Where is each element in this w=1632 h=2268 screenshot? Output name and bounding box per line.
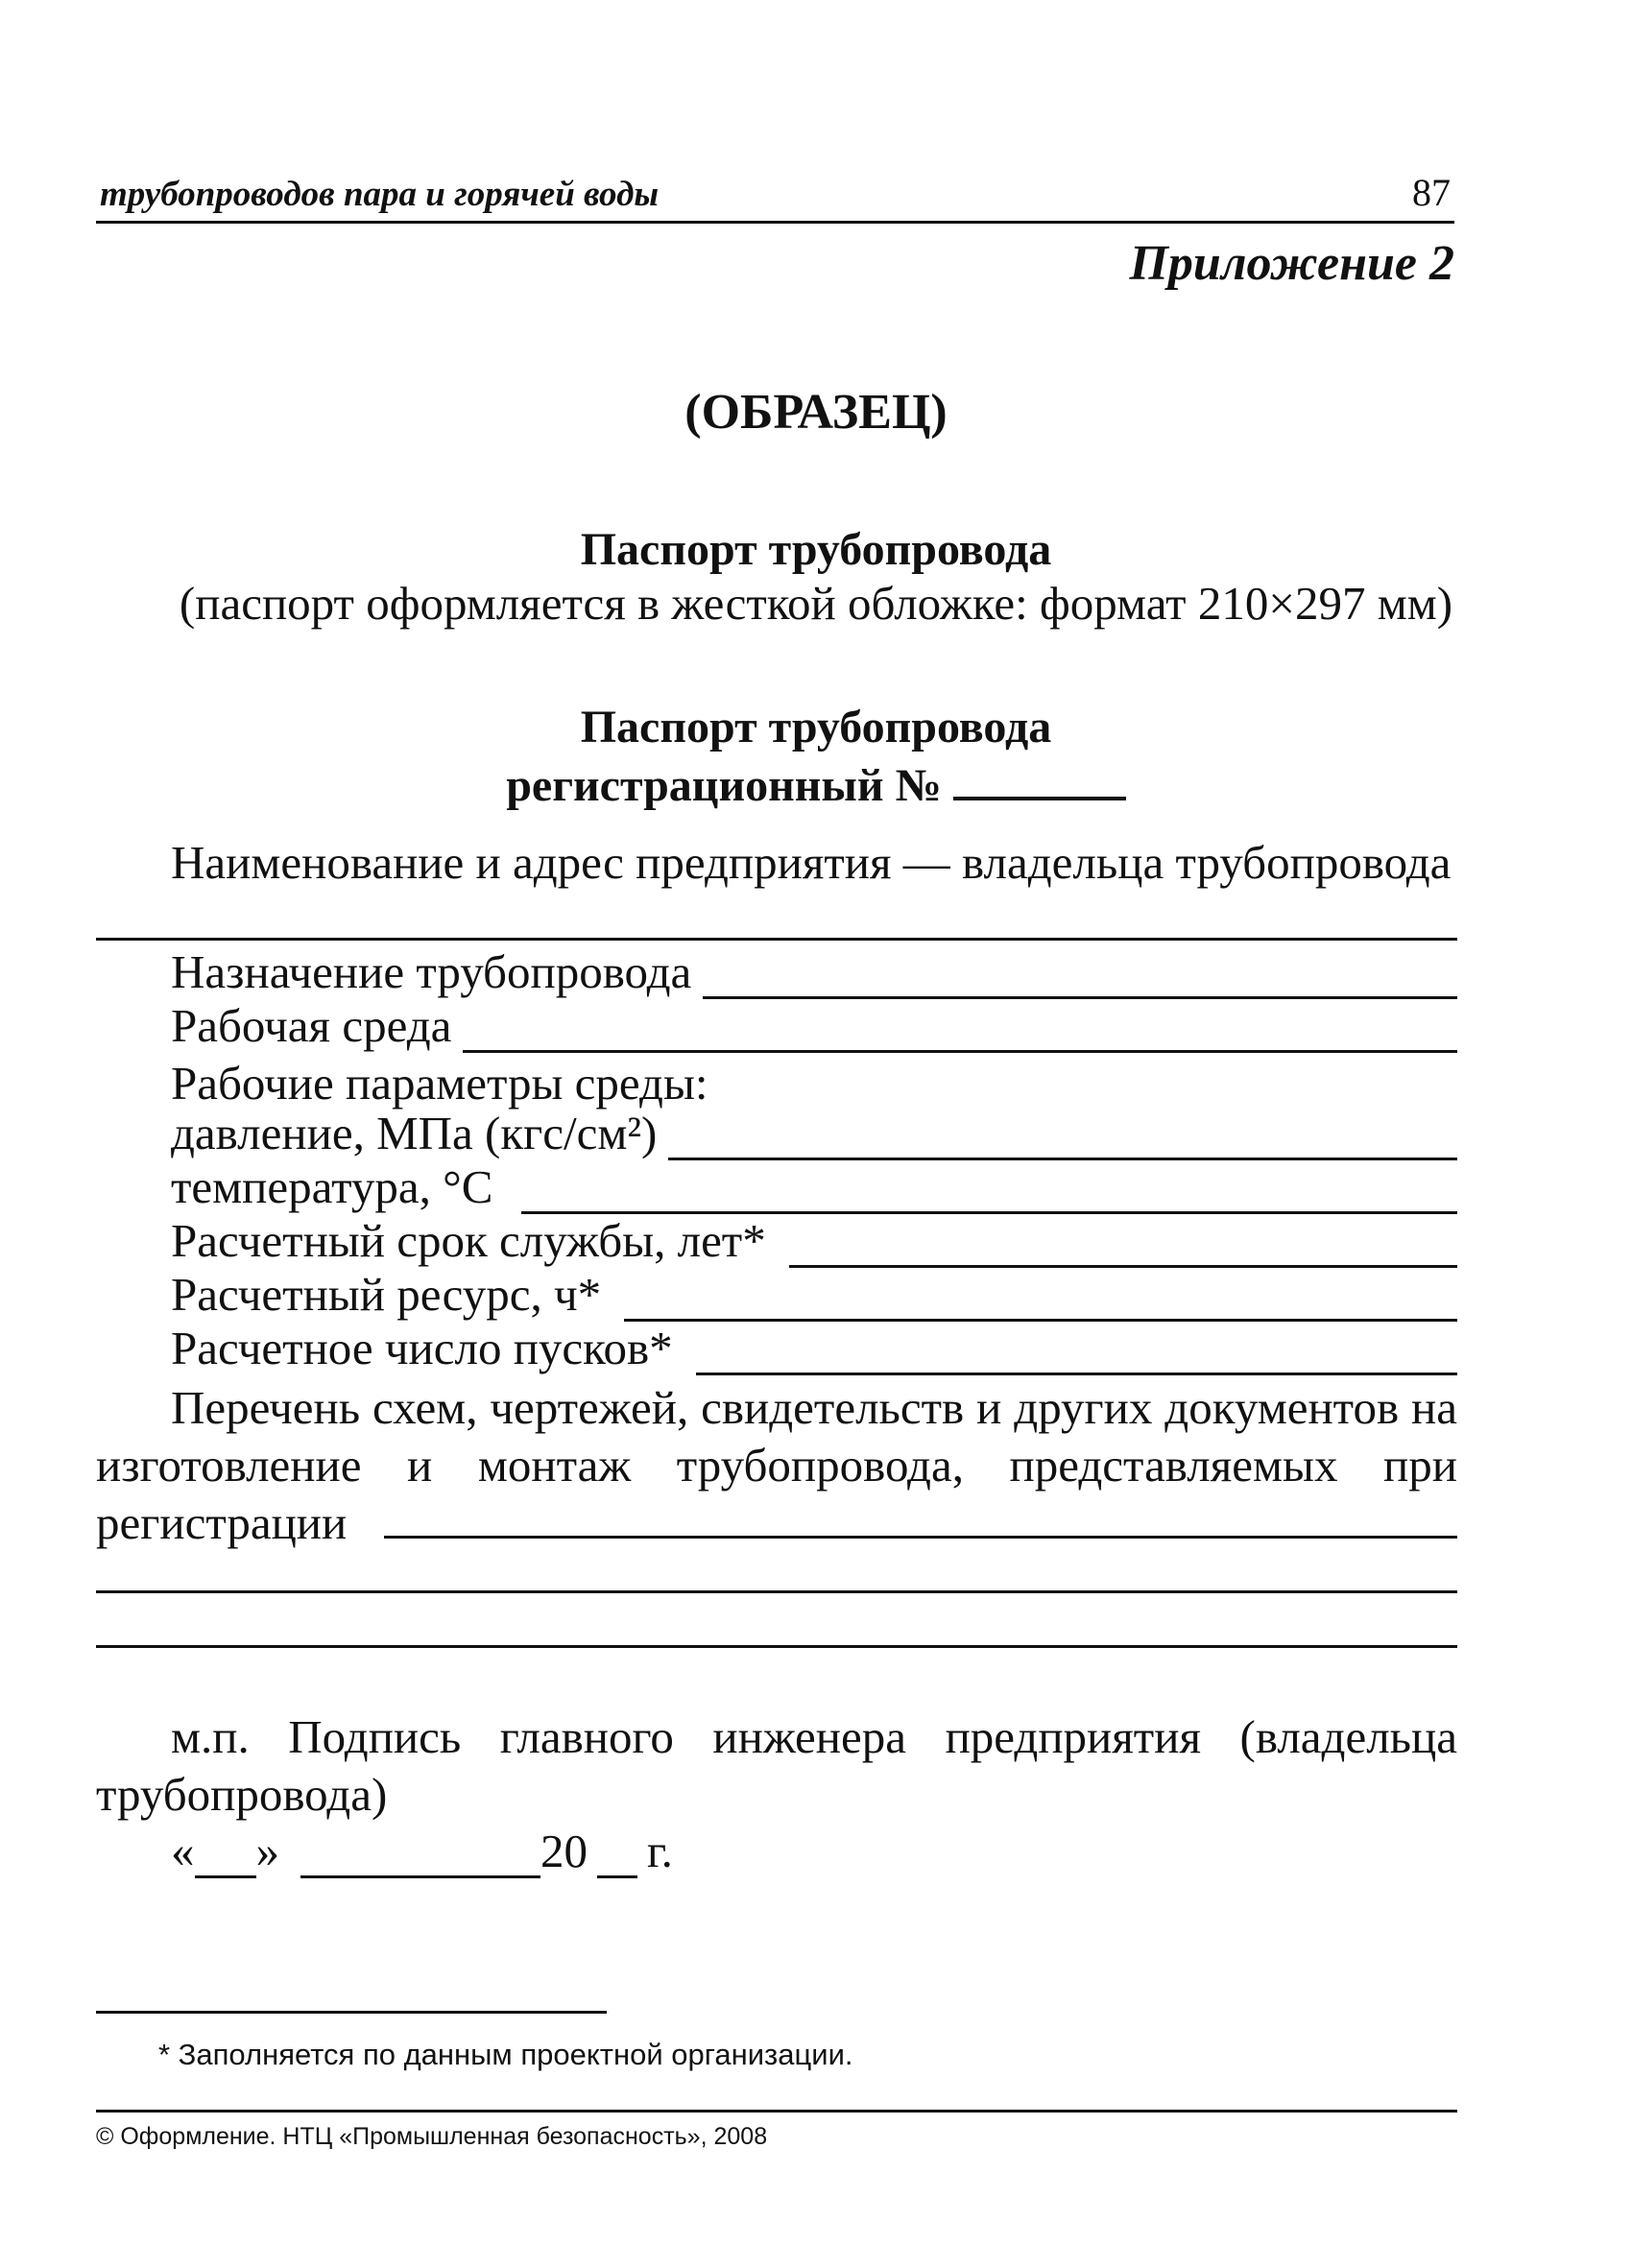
resource-blank[interactable] xyxy=(624,1278,1457,1322)
purpose-blank[interactable] xyxy=(703,956,1457,999)
date-close-quote: » xyxy=(255,1825,279,1877)
documents-blank-1[interactable] xyxy=(384,1536,1457,1539)
signature-paragraph: м.п. Подпись главного инженера предприятия (владельца трубопровода) xyxy=(96,1710,1457,1821)
footnote: * Заполняется по данным проектной организации. xyxy=(158,2038,853,2071)
registration-line xyxy=(0,758,1632,812)
temperature-field xyxy=(171,1160,1457,1214)
footnote-separator xyxy=(96,2011,607,2014)
page-number: 87 xyxy=(1412,171,1451,214)
service-life-blank[interactable] xyxy=(789,1225,1457,1268)
appendix-label: Приложение 2 xyxy=(1129,236,1454,291)
service-life-label: Расчетный срок службы, лет* xyxy=(171,1214,766,1267)
running-header xyxy=(96,163,1454,224)
cover-title: Паспорт трубопровода xyxy=(580,524,1052,575)
owner-blank-line[interactable] xyxy=(96,938,1457,941)
year-suffix: г. xyxy=(647,1825,673,1877)
documents-blank-3[interactable] xyxy=(96,1645,1457,1648)
registration-number-blank[interactable] xyxy=(953,758,1126,800)
pressure-field xyxy=(171,1107,1457,1160)
date-line xyxy=(171,1824,673,1878)
temperature-label: температура, °С xyxy=(171,1160,493,1213)
owner-label: Наименование и адрес предприятия — владельца трубопровода xyxy=(171,836,1452,889)
sample-heading: (ОБРАЗЕЦ) xyxy=(684,385,948,440)
year-prefix: 20 xyxy=(540,1825,588,1877)
temperature-blank[interactable] xyxy=(521,1171,1457,1214)
starts-label: Расчетное число пусков* xyxy=(171,1322,673,1374)
copyright-notice: © Оформление. НТЦ «Промышленная безопасность», 2008 xyxy=(96,2123,768,2150)
medium-label: Рабочая среда xyxy=(171,999,452,1052)
running-title: трубопроводов пара и горячей воды xyxy=(100,175,660,214)
service-life-field xyxy=(171,1214,1457,1268)
purpose-label: Назначение трубопровода xyxy=(171,945,692,998)
documents-paragraph xyxy=(96,1379,1457,1552)
params-heading: Рабочие параметры среды: xyxy=(171,1057,708,1110)
starts-blank[interactable] xyxy=(696,1332,1457,1375)
starts-field xyxy=(171,1322,1457,1375)
medium-field xyxy=(171,999,1457,1053)
passport-title: Паспорт трубопровода xyxy=(580,702,1052,752)
documents-text: Перечень схем, чертежей, свидетельств и других документов на изготовление и монтаж трубопровода, представляемых при регистрации xyxy=(96,1381,1457,1549)
medium-blank[interactable] xyxy=(463,1010,1457,1053)
day-blank[interactable] xyxy=(195,1835,256,1878)
documents-blank-2[interactable] xyxy=(96,1590,1457,1593)
purpose-field xyxy=(171,945,1457,999)
resource-label: Расчетный ресурс, ч* xyxy=(171,1268,602,1321)
month-blank[interactable] xyxy=(300,1835,540,1878)
footer-separator xyxy=(96,2110,1457,2113)
pressure-label: давление, МПа (кгс/см²) xyxy=(171,1107,658,1159)
year-blank[interactable] xyxy=(597,1835,637,1878)
resource-field xyxy=(171,1268,1457,1322)
date-open-quote: « xyxy=(171,1825,195,1877)
pressure-blank[interactable] xyxy=(668,1117,1457,1160)
cover-subtitle: (паспорт оформляется в жесткой обложке: формат 210×297 мм) xyxy=(179,577,1453,630)
registration-label: регистрационный № xyxy=(506,760,942,811)
